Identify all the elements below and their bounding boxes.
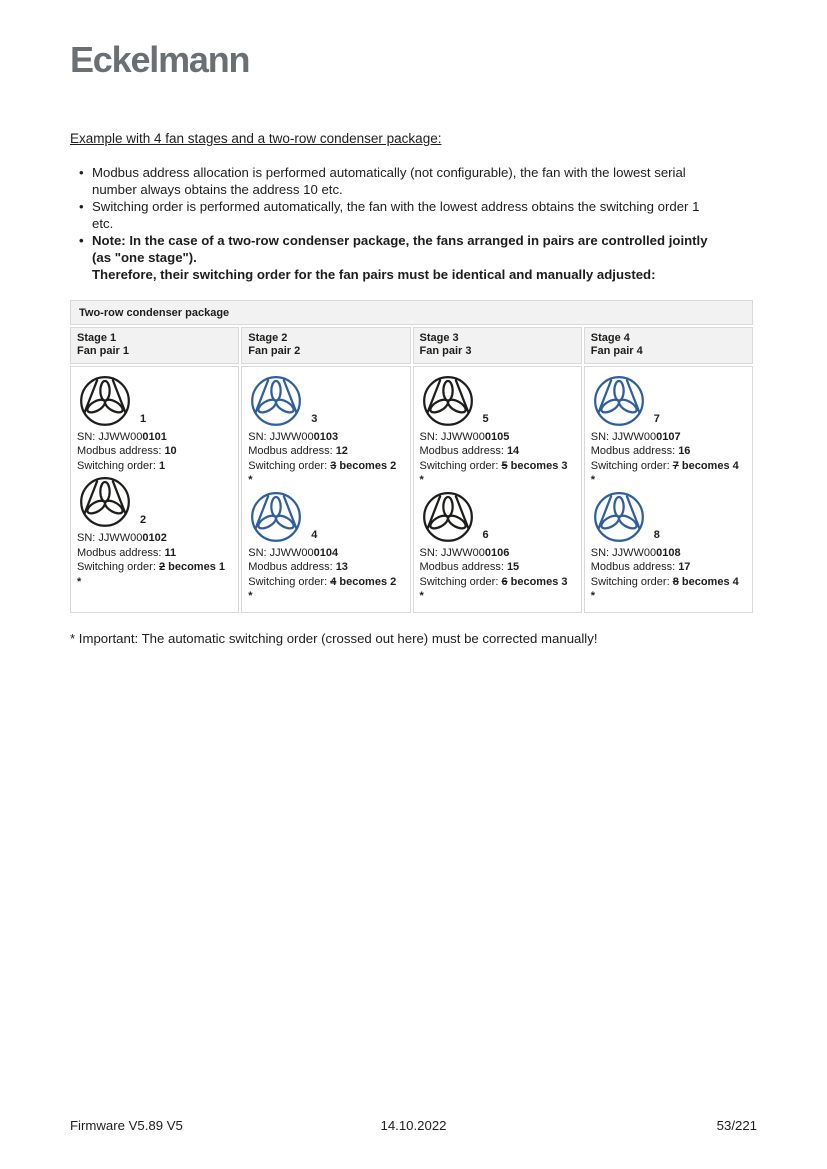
- fan-number: 2: [140, 514, 147, 527]
- stage-label: Stage 4: [590, 331, 630, 344]
- bullet-icon: •: [79, 232, 84, 248]
- fan-visual: [248, 490, 403, 543]
- fan-icon: [420, 490, 476, 543]
- fan-serial: SN: JJWW000102: [77, 532, 167, 545]
- stage-cell-body-3: [413, 366, 582, 613]
- fan-visual: [591, 490, 746, 543]
- fan-switching-order: Switching order: 1: [77, 459, 166, 472]
- fan-block: [77, 475, 232, 589]
- stage-header-4: [584, 327, 753, 364]
- fan-visual: [248, 374, 403, 427]
- stage-label: Stage 1: [77, 331, 117, 344]
- fan-switching-order: Switching order: 2 becomes 1 *: [77, 561, 229, 588]
- fan-serial: SN: JJWW000107: [590, 430, 681, 443]
- fan-icon: [77, 374, 133, 427]
- bullet-icon: •: [79, 164, 84, 180]
- bullet-line: (as "one stage").: [92, 249, 197, 265]
- fan-serial: SN: JJWW000108: [590, 546, 681, 559]
- bullet-text: [92, 232, 757, 283]
- fan-icon: [77, 475, 133, 528]
- fan-number: 8: [653, 528, 660, 541]
- stage-label: Stage 2: [248, 331, 288, 344]
- page-content: [70, 39, 757, 646]
- fan-modbus-address: Modbus address: 15: [419, 561, 520, 574]
- bullet-list: [70, 164, 757, 283]
- fan-switching-order: Switching order: 5 becomes 3 *: [419, 459, 571, 487]
- fan-stage-table: [68, 298, 755, 615]
- stage-header-3: [413, 327, 582, 364]
- table-footnote: * Important: The automatic switching order (crossed out here) must be corrected manually!: [70, 630, 598, 646]
- fan-serial: SN: JJWW000104: [248, 546, 339, 559]
- list-item-note: [70, 232, 757, 283]
- fan-modbus-address: Modbus address: 17: [590, 561, 691, 574]
- fan-pair-label: Fan pair 3: [419, 345, 472, 358]
- fan-modbus-address: Modbus address: 13: [248, 561, 348, 574]
- fan-switching-order: Switching order: 7 becomes 4 *: [590, 459, 742, 487]
- fan-block: [248, 490, 403, 604]
- fan-block: [77, 374, 232, 474]
- bullet-line: Switching order is performed automatically, the fan with the lowest address obtains the switching order 1: [92, 198, 700, 214]
- footer-date: 14.10.2022: [380, 1118, 447, 1133]
- fan-modbus-address: Modbus address: 11: [77, 546, 177, 559]
- fan-number: 3: [311, 412, 318, 425]
- fan-serial: SN: JJWW000106: [419, 546, 510, 559]
- fan-block: [420, 374, 575, 488]
- fan-visual: [420, 490, 575, 543]
- fan-icon: [591, 490, 647, 543]
- fan-number: 6: [482, 528, 489, 541]
- bullet-line: Therefore, their switching order for the fan pairs must be identical and manually adjusted:: [92, 266, 656, 282]
- eckelmann-logo: Eckelmann: [70, 39, 250, 80]
- bullet-line: etc.: [92, 215, 114, 231]
- fan-block: [591, 490, 746, 604]
- stage-header-1: [70, 327, 239, 364]
- fan-modbus-address: Modbus address: 12: [248, 445, 348, 458]
- fan-icon: [248, 490, 304, 543]
- list-item: [70, 198, 757, 232]
- fan-number: 4: [311, 528, 318, 541]
- fan-pair-label: Fan pair 4: [590, 345, 643, 358]
- bullet-line: Modbus address allocation is performed automatically (not configurable), the fan with the lowest serial: [92, 164, 686, 180]
- footer-page-number: 53/221: [716, 1118, 757, 1133]
- fan-serial: SN: JJWW000105: [419, 430, 510, 443]
- fan-pair-label: Fan pair 1: [77, 345, 129, 358]
- bullet-icon: •: [79, 198, 84, 214]
- fan-pair-label: Fan pair 2: [248, 345, 301, 358]
- stage-cell-body-1: [70, 366, 239, 613]
- fan-switching-order: Switching order: 6 becomes 3 *: [419, 575, 571, 603]
- fan-block: [248, 374, 403, 488]
- bullet-line: number always obtains the address 10 etc.: [92, 181, 343, 197]
- fan-block: [420, 490, 575, 604]
- fan-switching-order: Switching order: 3 becomes 2 *: [248, 459, 400, 487]
- fan-icon: [591, 374, 647, 427]
- fan-number: 1: [140, 412, 147, 425]
- stage-cell-body-2: [241, 366, 410, 613]
- fan-serial: SN: JJWW000101: [77, 430, 167, 443]
- fan-modbus-address: Modbus address: 16: [590, 445, 691, 458]
- fan-visual: [77, 475, 232, 528]
- fan-block: [591, 374, 746, 488]
- fan-visual: [420, 374, 575, 427]
- fan-modbus-address: Modbus address: 14: [419, 445, 520, 458]
- stage-label: Stage 3: [419, 331, 459, 344]
- bullet-line: Note: In the case of a two-row condenser package, the fans arranged in pairs are controlled jointly: [92, 232, 708, 248]
- list-item: [70, 164, 757, 198]
- bullet-text: [92, 164, 757, 198]
- stage-cell-body-4: [584, 366, 753, 613]
- stage-header-2: [241, 327, 410, 364]
- table-title: Two-row condenser package: [70, 300, 753, 325]
- fan-number: 7: [653, 412, 660, 425]
- fan-switching-order: Switching order: 4 becomes 2 *: [248, 575, 400, 603]
- fan-switching-order: Switching order: 8 becomes 4 *: [590, 575, 742, 603]
- page-footer: [70, 1118, 757, 1133]
- section-heading: Example with 4 fan stages and a two-row condenser package:: [70, 131, 442, 146]
- fan-visual: [591, 374, 746, 427]
- fan-modbus-address: Modbus address: 10: [77, 445, 177, 458]
- fan-serial: SN: JJWW000103: [248, 430, 339, 443]
- footer-firmware: Firmware V5.89 V5: [70, 1118, 183, 1133]
- fan-number: 5: [482, 412, 489, 425]
- fan-icon: [420, 374, 476, 427]
- bullet-text: [92, 198, 757, 232]
- fan-icon: [248, 374, 304, 427]
- fan-visual: [77, 374, 232, 427]
